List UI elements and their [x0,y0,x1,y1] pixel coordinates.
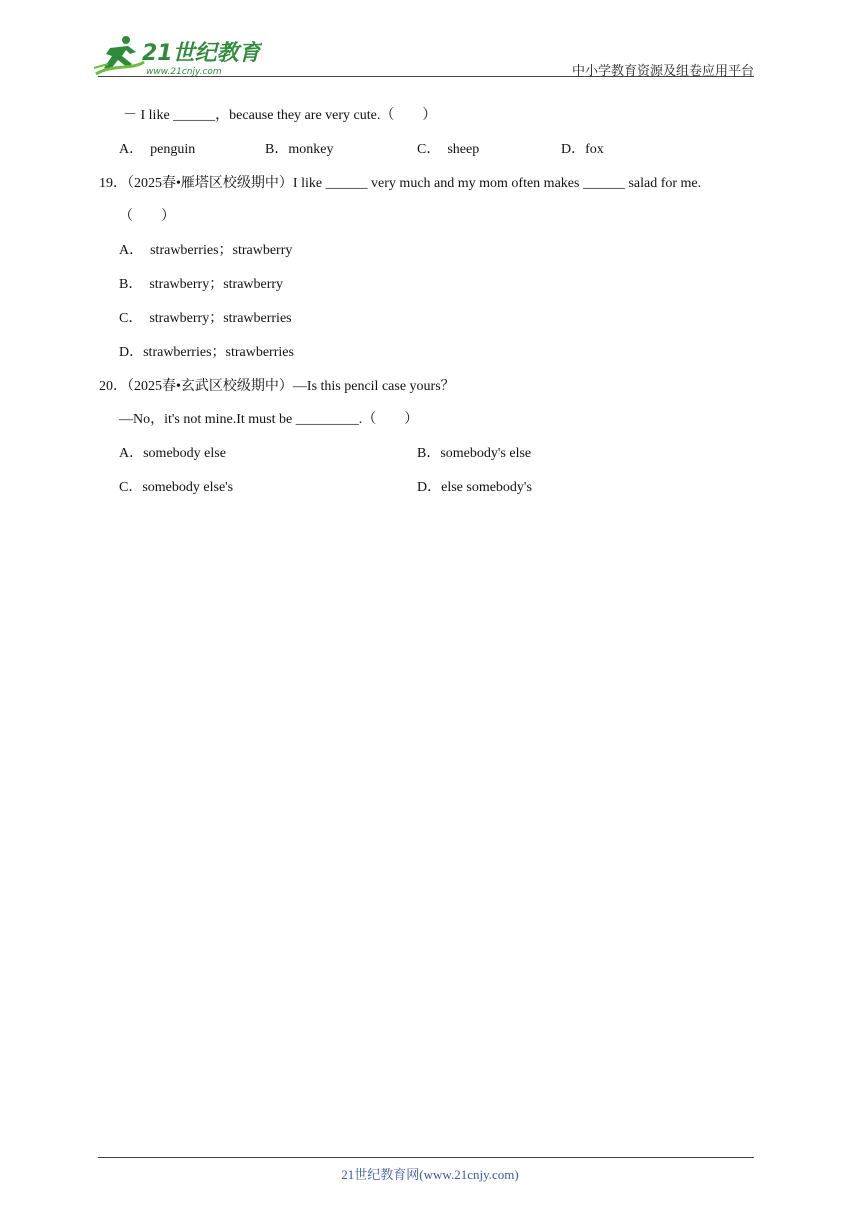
logo [92,34,262,78]
logo-text: 21世纪教育 [142,41,261,66]
q20-option-c: C．somebody else's [119,480,234,495]
q19-option-a: A． strawberries；strawberry [119,243,293,258]
header-tagline: 中小学教育资源及组卷应用平台 [571,64,754,79]
q18-option-c: C． sheep [417,142,480,157]
q19-answer-paren: （ ） [119,209,175,224]
q19-option-c: C． strawberry；strawberries [119,311,292,326]
q20-line2: —No，it's not mine.It must be _________.（ ） [119,412,419,427]
q19-stem: 19．（2025春•雁塔区校级期中）I like ______ very much and my mom often makes ______ salad for me. [99,176,702,191]
q18-option-d: D．fox [561,142,604,157]
header-divider [98,76,754,77]
q18-option-b: B．monkey [265,142,334,157]
page-header [0,0,860,80]
q20-option-b: B．somebody's else [417,446,532,461]
footer-text[interactable]: 21世纪教育网(www.21cnjy.com) [341,1167,519,1182]
q20-stem: 20．（2025春•玄武区校级期中）—Is this pencil case yours？ [99,379,455,394]
q19-option-b: B． strawberry；strawberry [119,277,284,292]
logo-url: www.21cnjy.com [146,67,222,77]
footer-divider [98,1157,754,1158]
q18-option-a: A． penguin [119,142,196,157]
q20-option-d: D．else somebody's [417,480,532,495]
q19-option-d: D．strawberries；strawberries [119,345,294,360]
q18-stem: － I like ______，because they are very cute.（ ） [123,108,437,123]
q20-option-a: A．somebody else [119,446,226,461]
runner-icon [94,36,144,74]
